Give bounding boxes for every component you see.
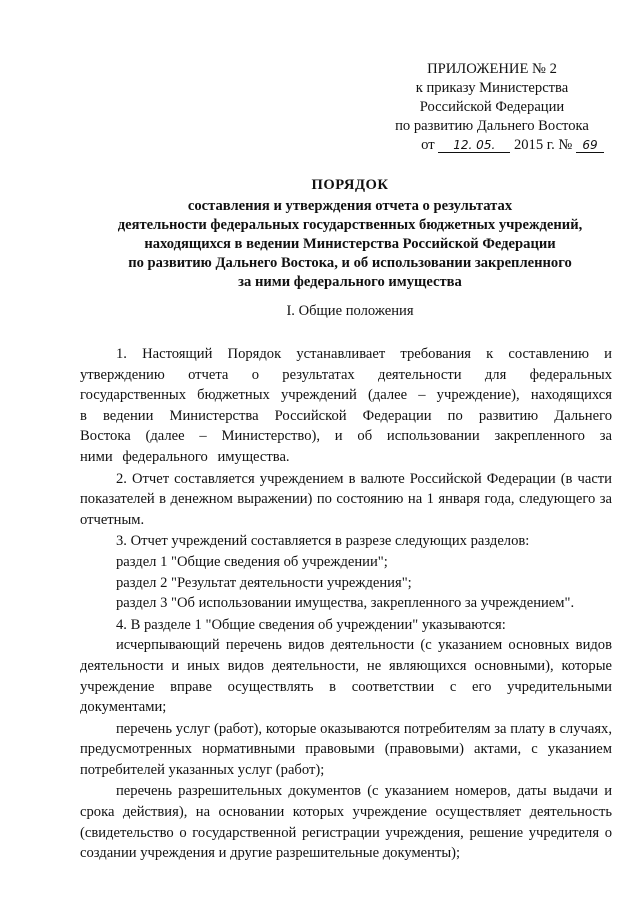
document-title — [60, 176, 640, 292]
title-line-4: по развитию Дальнего Востока, и об использовании закрепленного — [128, 255, 572, 271]
appendix-country-line: Российской Федерации — [419, 99, 565, 115]
section-heading: I. Общие положения — [286, 303, 414, 319]
paragraph-2: 2. Отчет составляется учреждением в валюте Российской Федерации (в части показателей в денежном выражении) по состоянию на 1 января года, следующего за отчетным. — [80, 470, 612, 528]
title-line-3: находящихся в ведении Министерства Российской Федерации — [144, 236, 556, 252]
year-number-label: 2015 г. № — [513, 137, 573, 153]
section-item-1: раздел 1 "Общие сведения об учреждении"; — [116, 553, 388, 570]
list-item-services: перечень услуг (работ), которые оказываются потребителям за плату в случаях, предусмотренных нормативными правовыми (правовыми) актами, с указанием потребителей указанных услуг (работ); — [80, 720, 612, 778]
paragraph-1: 1. Настоящий Порядок устанавливает требования к составлению и утверждению отчета о результатах деятельности для федеральных государственных бюджетных учреждений (далее – учреждение), находящихся в ведении Министерства Российской Федерации по развитию Дальнего Востока (далее – Министерство), и об использовании закрепленного за ними федерального имущества. — [80, 346, 612, 465]
section-item-2: раздел 2 "Результат деятельности учреждения"; — [116, 574, 412, 591]
section-item-3: раздел 3 "Об использовании имущества, закрепленного за учреждением". — [116, 595, 575, 612]
appendix-order-line: к приказу Министерства — [415, 80, 569, 96]
paragraph-4: 4. В разделе 1 "Общие сведения об учреждении" указываются: — [116, 616, 506, 633]
handwritten-number: 69 — [576, 138, 604, 153]
appendix-header — [372, 60, 612, 155]
title-line-5: за ними федерального имущества — [238, 274, 462, 290]
date-prefix: от — [421, 137, 435, 153]
appendix-ministry-line: по развитию Дальнего Востока — [395, 118, 589, 134]
appendix-date-line — [372, 136, 612, 155]
title-line-1: составления и утверждения отчета о результатах — [187, 198, 513, 214]
appendix-title: ПРИЛОЖЕНИЕ № 2 — [427, 61, 557, 77]
document-body — [80, 344, 612, 864]
title-line-2: деятельности федеральных государственных бюджетных учреждений, — [117, 217, 583, 233]
list-item-permits: перечень разрешительных документов (с указанием номеров, даты выдачи и срока действия), на основании которых учреждение осуществляет деятельность (свидетельство о государственной регистрации учреждения, решение учредителя о создании учреждения и другие разрешительные документы); — [80, 783, 612, 862]
paragraph-3: 3. Отчет учреждений составляется в разрезе следующих разделов: — [116, 533, 530, 550]
list-item-activities: исчерпывающий перечень видов деятельности (с указанием основных видов деятельности и иных видов деятельности, не являющихся основными), которые учреждение вправе осуществлять в соответствии с его учредительными документами; — [80, 637, 612, 716]
handwritten-date: 12. 05. — [438, 138, 510, 153]
title-main: ПОРЯДОК — [311, 177, 389, 193]
